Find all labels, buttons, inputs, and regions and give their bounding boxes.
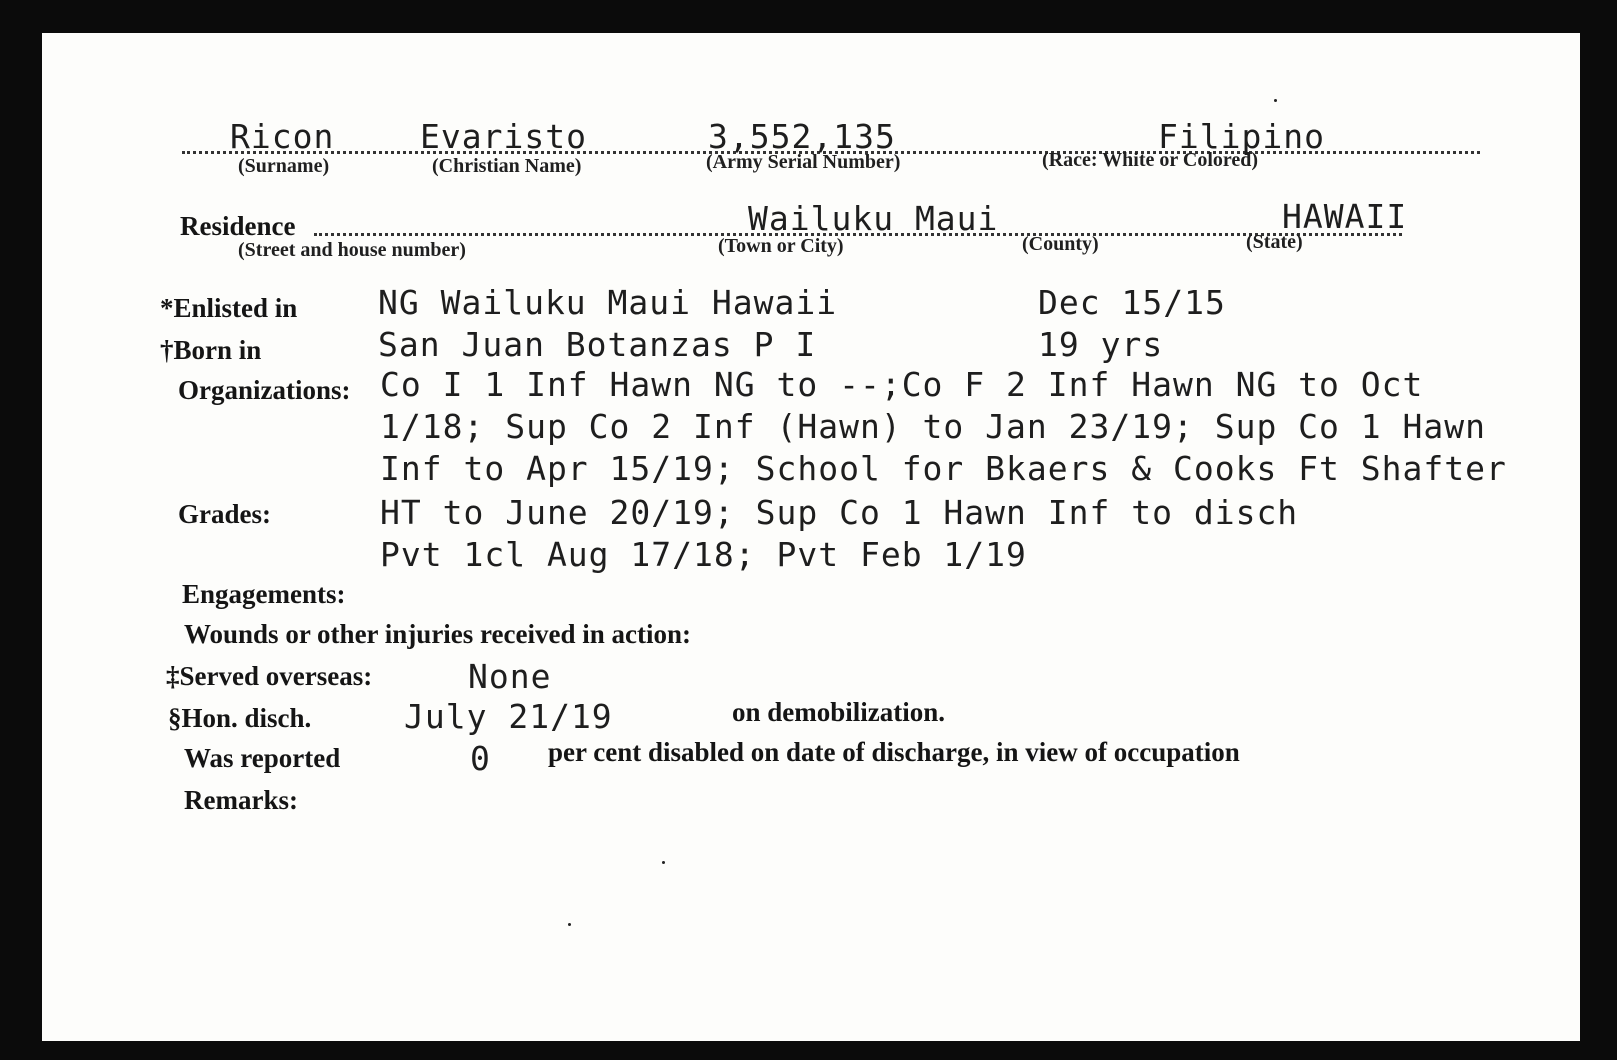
race-caption: (Race: White or Colored) [1042,149,1259,171]
county-caption: (County) [1022,233,1099,255]
organizations-line: Co I 1 Inf Hawn NG to --;Co F 2 Inf Hawn NG to Oct [380,365,1424,404]
residence-town-value: Wailuku Maui [748,199,999,238]
scan-speck [1274,99,1277,102]
hon-disch-value: July 21/19 [404,697,613,736]
wounds-label: Wounds or other injuries received in action: [184,619,692,649]
served-overseas-value: None [468,657,552,696]
christian-name-value: Evaristo [420,117,587,156]
grades-value: Pvt 1cl Aug 17/18; Pvt Feb 1/19 [380,535,1027,574]
residence-state-value: HAWAII [1282,197,1408,236]
serial-number-caption: (Army Serial Number) [706,151,901,173]
disability-label: Was reported [184,743,341,773]
enlisted-date-value: Dec 15/15 [1038,283,1226,322]
served-overseas-label: ‡Served overseas: [166,661,373,691]
enlisted-place-value: NG Wailuku Maui Hawaii [378,283,838,322]
scan-speck [662,861,665,864]
born-age-value: 19 yrs [1038,325,1164,364]
disability-value: 0 [470,739,491,778]
service-record-card [42,33,1580,1041]
residence-label: Residence [180,211,296,241]
scan-speck [568,923,571,926]
organizations-line: Inf to Apr 15/19; School for Bkaers & Cooks Ft Shafter [380,449,1507,488]
race-value: Filipino [1158,117,1325,156]
enlisted-label: *Enlisted in [160,293,298,323]
disability-suffix: per cent disabled on date of discharge, in view of occupation [548,737,1240,767]
organizations-line: HT to June 20/19; Sup Co 1 Hawn Inf to disch [380,493,1299,532]
state-caption: (State) [1246,231,1303,253]
hon-disch-label: §Hon. disch. [168,703,312,733]
grades-label: Grades: [178,499,271,529]
street-caption: (Street and house number) [238,239,466,261]
hon-disch-suffix: on demobilization. [732,697,946,727]
engagements-label: Engagements: [182,579,346,609]
organizations-line: 1/18; Sup Co 2 Inf (Hawn) to Jan 23/19; Sup Co 1 Hawn [380,407,1486,446]
surname-value: Ricon [230,117,335,156]
born-label: †Born in [160,335,262,365]
town-caption: (Town or City) [718,235,844,257]
born-place-value: San Juan Botanzas P I [378,325,817,364]
remarks-label: Remarks: [184,785,298,815]
surname-caption: (Surname) [238,155,330,177]
serial-number-value: 3,552,135 [708,117,896,156]
christian-name-caption: (Christian Name) [432,155,582,177]
organizations-label: Organizations: [178,375,351,405]
